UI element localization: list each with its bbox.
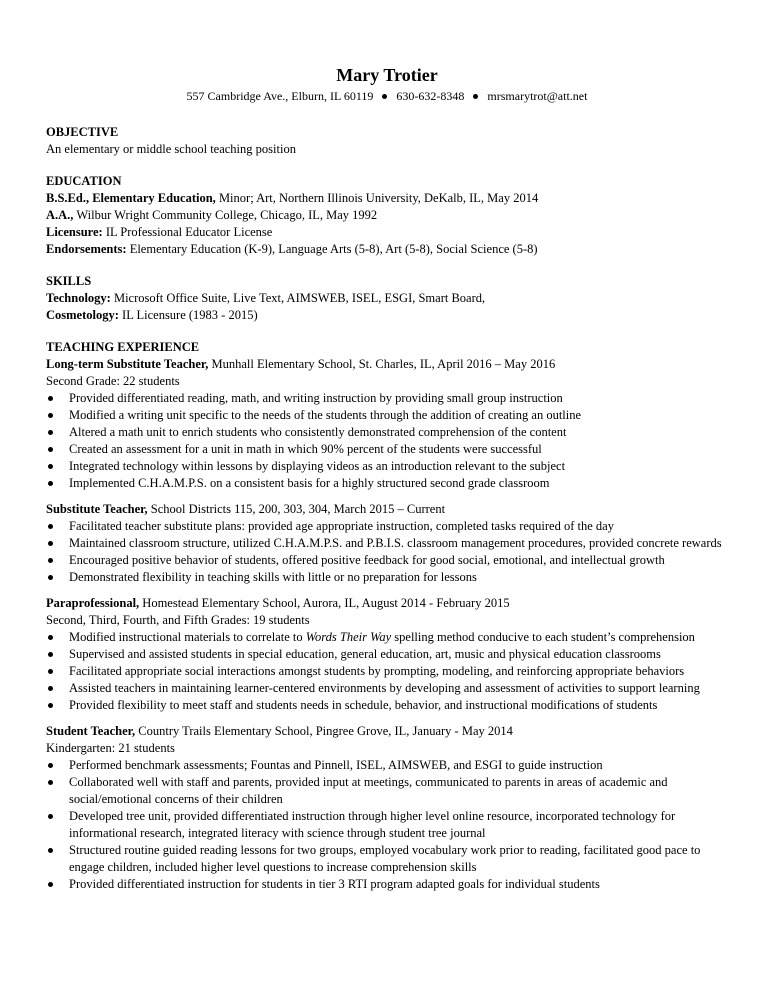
list-item xyxy=(46,390,728,407)
candidate-name: Mary Trotier xyxy=(336,65,438,85)
list-item xyxy=(46,663,728,680)
job-heading xyxy=(46,356,728,373)
bullet-text: Demonstrated flexibility in teaching skills with little or no preparation for lessons xyxy=(69,570,477,584)
bullet-text: Encouraged positive behavior of students, offered positive feedback for good social, emotional, and intellectual growth xyxy=(69,553,665,567)
bullet-icon xyxy=(48,447,53,452)
experience-title: TEACHING EXPERIENCE xyxy=(46,340,200,354)
list-item xyxy=(46,842,728,876)
bullet-icon xyxy=(48,575,53,580)
email: mrsmarytrot@att.net xyxy=(487,89,588,103)
bullet-text: Assisted teachers in maintaining learner-centered environments by developing and assessment of activities to support learning xyxy=(69,681,700,695)
bullet-icon xyxy=(48,558,53,563)
bullet-text: Provided differentiated instruction for students in tier 3 RTI program adapted goals for individual students xyxy=(69,877,600,891)
technology-label: Technology: xyxy=(46,291,111,305)
bullet-separator-icon xyxy=(382,94,387,99)
bullet-text: Modified a writing unit specific to the needs of the students through the addition of creating an outline xyxy=(69,408,582,422)
job-detail: Munhall Elementary School, St. Charles, IL, April 2016 – May 2016 xyxy=(211,357,556,371)
job-role: Long-term Substitute Teacher, xyxy=(46,357,209,371)
job-entry xyxy=(46,501,728,586)
licensure-label: Licensure: xyxy=(46,225,103,239)
degree-detail: Wilbur Wright Community College, Chicago, IL, May 1992 xyxy=(76,208,378,222)
experience-section xyxy=(46,339,728,893)
job-bullets xyxy=(46,757,728,893)
list-item xyxy=(46,535,728,552)
bullet-text: Developed tree unit, provided differentiated instruction through higher level online resource, incorporated technology for informational research, integrated literacy with science through student tree journal xyxy=(69,809,676,840)
list-item xyxy=(46,424,728,441)
list-item xyxy=(46,552,728,569)
list-item xyxy=(46,697,728,714)
skills-title: SKILLS xyxy=(46,274,92,288)
degree-label: A.A., xyxy=(46,208,74,222)
degree-label: B.S.Ed., Elementary Education, xyxy=(46,191,216,205)
job-entry xyxy=(46,595,728,714)
bullet-text: Structured routine guided reading lessons for two groups, employed vocabulary work prior to reading, facilitated good pace to engage children, included higher level questions to increase comprehension skills xyxy=(69,843,701,874)
bullet-icon xyxy=(48,541,53,546)
bullet-icon xyxy=(48,652,53,657)
skills-section xyxy=(46,273,728,324)
job-heading xyxy=(46,595,728,612)
bullet-text: Integrated technology within lessons by displaying videos as an introduction relevant to the subject xyxy=(69,459,566,473)
job-entry xyxy=(46,723,728,893)
job-heading xyxy=(46,723,728,740)
bullet-icon xyxy=(48,848,53,853)
job-detail: Homestead Elementary School, Aurora, IL, August 2014 - February 2015 xyxy=(142,596,510,610)
objective-title: OBJECTIVE xyxy=(46,125,119,139)
job-entry xyxy=(46,356,728,492)
endorsements-label: Endorsements: xyxy=(46,242,127,256)
bullet-icon xyxy=(48,481,53,486)
bullet-icon xyxy=(48,703,53,708)
bullet-icon xyxy=(48,780,53,785)
bullet-icon xyxy=(48,635,53,640)
bullet-text: Provided differentiated reading, math, and writing instruction by providing small group instruction xyxy=(69,391,563,405)
education-aa xyxy=(46,207,728,224)
job-bullets xyxy=(46,518,728,586)
job-heading xyxy=(46,501,728,518)
education-endorsements xyxy=(46,241,728,258)
bullet-text: Collaborated well with staff and parents, provided input at meetings, communicated to parents in areas of academic and social/emotional concerns of their children xyxy=(69,775,668,806)
list-item xyxy=(46,808,728,842)
bullet-text: Maintained classroom structure, utilized C.H.A.M.P.S. and P.B.I.S. classroom management procedures, provided concrete rewards xyxy=(69,536,722,550)
job-role: Paraprofessional, xyxy=(46,596,140,610)
bullet-text: Created an assessment for a unit in math in which 90% percent of the students were successful xyxy=(69,442,542,456)
bullet-text: Performed benchmark assessments; Fountas and Pinnell, ISEL, AIMSWEB, and ESGI to guide instruction xyxy=(69,758,603,772)
bullet-icon xyxy=(48,396,53,401)
job-role: Student Teacher, xyxy=(46,724,136,738)
list-item xyxy=(46,475,728,492)
list-item xyxy=(46,458,728,475)
resume-header xyxy=(46,64,728,104)
job-subtitle: Second, Third, Fourth, and Fifth Grades: 19 students xyxy=(46,613,310,627)
bullet-text: Altered a math unit to enrich students who consistently demonstrated comprehension of the content xyxy=(69,425,567,439)
list-item xyxy=(46,629,728,646)
bullet-icon xyxy=(48,524,53,529)
bullet-text: Facilitated appropriate social interactions amongst students by prompting, modeling, and reinforcing appropriate behaviors xyxy=(69,664,685,678)
bullet-icon xyxy=(48,763,53,768)
bullet-icon xyxy=(48,464,53,469)
list-item xyxy=(46,774,728,808)
cosmetology-label: Cosmetology: xyxy=(46,308,119,322)
list-item xyxy=(46,441,728,458)
list-item xyxy=(46,757,728,774)
licensure-detail: IL Professional Educator License xyxy=(105,225,273,239)
job-subtitle: Second Grade: 22 students xyxy=(46,374,180,388)
phone: 630-632-8348 xyxy=(396,89,465,103)
bullet-icon xyxy=(48,669,53,674)
endorsements-detail: Elementary Education (K-9), Language Arts (5-8), Art (5-8), Social Science (5-8) xyxy=(129,242,538,256)
list-item xyxy=(46,407,728,424)
education-licensure xyxy=(46,224,728,241)
list-item xyxy=(46,646,728,663)
bullet-text: Facilitated teacher substitute plans: provided age appropriate instruction, completed tasks required of the day xyxy=(69,519,614,533)
list-item xyxy=(46,876,728,893)
technology-detail: Microsoft Office Suite, Live Text, AIMSWEB, ISEL, ESGI, Smart Board, xyxy=(113,291,486,305)
address: 557 Cambridge Ave., Elburn, IL 60119 xyxy=(186,89,374,103)
bullet-icon xyxy=(48,814,53,819)
bullet-icon xyxy=(48,413,53,418)
cosmetology-detail: IL Licensure (1983 - 2015) xyxy=(122,308,258,322)
bullet-text: Provided flexibility to meet staff and students needs in schedule, behavior, and instructional modifications of students xyxy=(69,698,658,712)
education-title: EDUCATION xyxy=(46,174,122,188)
bullet-text: Supervised and assisted students in special education, general education, art, music and physical education classrooms xyxy=(69,647,661,661)
objective-section xyxy=(46,124,728,158)
education-bsed xyxy=(46,190,728,207)
education-section xyxy=(46,173,728,258)
objective-text: An elementary or middle school teaching position xyxy=(46,142,296,156)
bullet-separator-icon xyxy=(473,94,478,99)
degree-detail: Minor; Art, Northern Illinois University, DeKalb, IL, May 2014 xyxy=(218,191,539,205)
job-bullets xyxy=(46,629,728,714)
job-role: Substitute Teacher, xyxy=(46,502,148,516)
bullet-icon xyxy=(48,430,53,435)
skills-cosmetology xyxy=(46,307,728,324)
bullet-text: Implemented C.H.A.M.P.S. on a consistent basis for a highly structured second grade classroom xyxy=(69,476,550,490)
job-detail: School Districts 115, 200, 303, 304, March 2015 – Current xyxy=(150,502,446,516)
bullet-text-part: spelling method conducive to each student’s comprehension xyxy=(394,630,695,644)
list-item xyxy=(46,680,728,697)
bullet-icon xyxy=(48,882,53,887)
list-item xyxy=(46,518,728,535)
job-detail: Country Trails Elementary School, Pingree Grove, IL, January - May 2014 xyxy=(138,724,513,738)
bullet-text-part: Modified instructional materials to correlate to xyxy=(69,630,303,644)
job-subtitle: Kindergarten: 21 students xyxy=(46,741,175,755)
bullet-text-emphasis: Words Their Way xyxy=(305,630,392,644)
contact-line xyxy=(46,88,728,104)
bullet-icon xyxy=(48,686,53,691)
job-bullets xyxy=(46,390,728,492)
list-item xyxy=(46,569,728,586)
skills-technology xyxy=(46,290,728,307)
